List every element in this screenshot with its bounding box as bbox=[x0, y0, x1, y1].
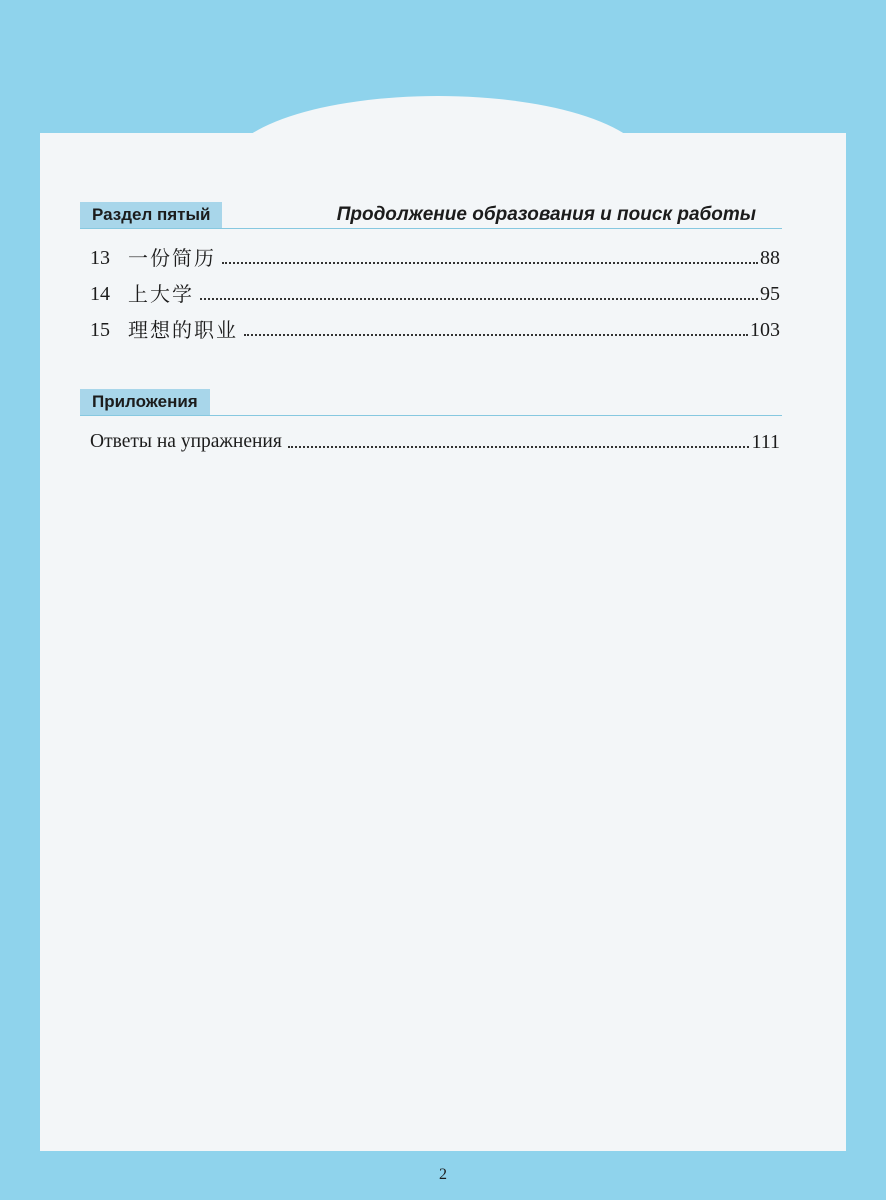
toc-leader bbox=[244, 334, 748, 336]
toc-page-number: 88 bbox=[760, 247, 780, 269]
toc-lesson-title: 一份简历 bbox=[128, 246, 216, 270]
toc-leader bbox=[288, 446, 750, 448]
page-number: 2 bbox=[439, 1166, 447, 1183]
section-title: Продолжение образования и поиск работы bbox=[336, 204, 756, 225]
toc-page-number: 95 bbox=[760, 283, 780, 305]
toc-leader bbox=[222, 262, 758, 264]
appendix-header bbox=[80, 389, 782, 416]
toc-leader bbox=[200, 298, 758, 300]
section-label: Раздел пятый bbox=[80, 202, 222, 228]
toc-entry[interactable] bbox=[90, 312, 780, 342]
section-header bbox=[80, 202, 782, 229]
toc-lesson-number: 15 bbox=[90, 319, 110, 341]
toc-lesson-number: 14 bbox=[90, 283, 110, 305]
toc-entry[interactable] bbox=[90, 424, 780, 454]
toc-lesson-number: 13 bbox=[90, 247, 110, 269]
toc-lesson-title: 理想的职业 bbox=[128, 318, 238, 342]
toc-page-number: 103 bbox=[750, 319, 780, 341]
toc-appendix-title: Ответы на упражнения bbox=[90, 431, 282, 452]
toc-entry[interactable] bbox=[90, 276, 780, 306]
toc-page-number: 111 bbox=[751, 431, 780, 453]
appendix-label: Приложения bbox=[80, 389, 210, 415]
toc-lesson-title: 上大学 bbox=[128, 282, 194, 306]
toc-entry[interactable] bbox=[90, 240, 780, 270]
